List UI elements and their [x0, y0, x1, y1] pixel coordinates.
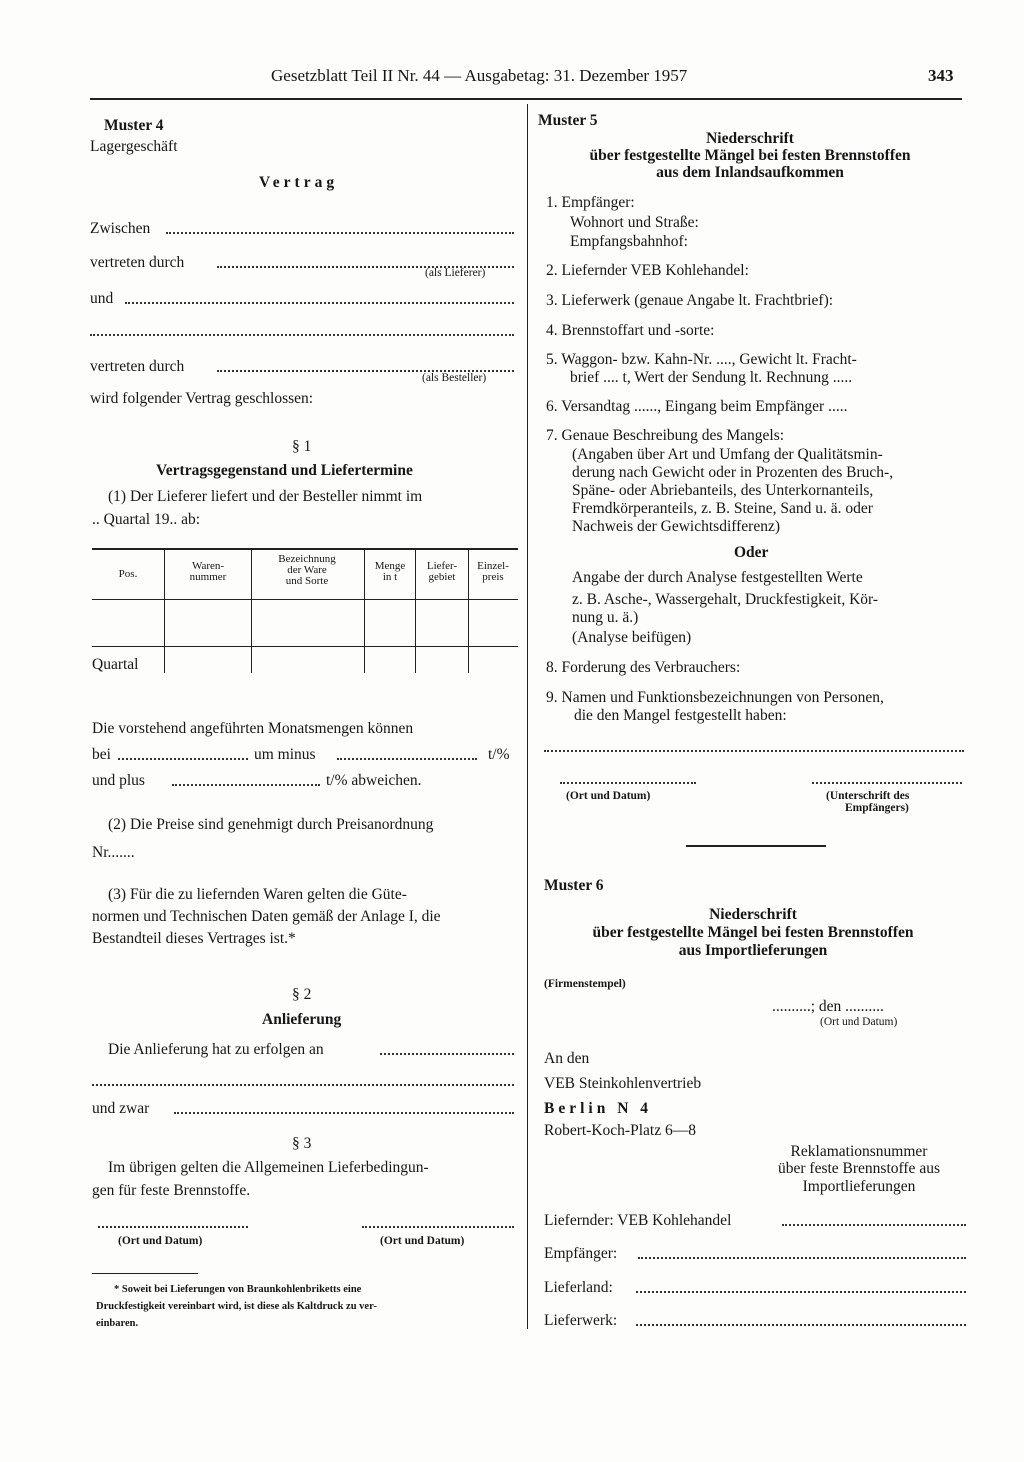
section3-line2: gen für feste Brennstoffe.: [92, 1182, 251, 1199]
footnote-rule: [92, 1273, 198, 1274]
field-liefernder: Liefernder: VEB Kohlehandel: [544, 1212, 732, 1229]
section2-line1: Die Anlieferung hat zu erfolgen an: [108, 1041, 324, 1058]
item-7a: (Angaben über Art und Umfang der Qualitätsmin-: [572, 446, 883, 463]
und-plus-label: und plus: [92, 772, 145, 789]
anlieferung-line[interactable]: [380, 1053, 514, 1055]
oder-label: Oder: [734, 544, 769, 561]
th-menge: Menge in t: [374, 560, 406, 583]
und-label: und: [90, 290, 114, 307]
item-1b: Empfangsbahnhof:: [570, 233, 688, 250]
table-header-rule: [92, 599, 518, 600]
field-empfaenger: Empfänger:: [544, 1245, 618, 1262]
muster5-title3: aus dem Inlandsaufkommen: [656, 164, 844, 181]
ort-datum-m6: (Ort und Datum): [820, 1016, 898, 1028]
item-7c: Späne- oder Abriebanteils, des Unterkornanteils,: [572, 482, 874, 499]
para3-line1: (3) Für die zu liefernden Waren gelten die Güte-: [108, 886, 407, 903]
muster5-title1: Niederschrift: [706, 130, 794, 147]
reklamation-line1: Reklamationsnummer: [790, 1143, 928, 1160]
field-lieferwerk: Lieferwerk:: [544, 1312, 618, 1329]
para1-line2: .. Quartal 19.. ab:: [92, 511, 201, 528]
item-9b: die den Mangel festgestellt haben:: [574, 707, 787, 724]
unterschrift-line1: (Unterschrift des: [826, 790, 910, 802]
item-6: 6. Versandtag ......, Eingang beim Empfänger .....: [546, 398, 848, 415]
als-lieferer: (als Lieferer): [425, 267, 486, 279]
table-row-quartal: Quartal: [92, 656, 139, 673]
firmenstempel: (Firmenstempel): [544, 978, 626, 990]
table-col-line: [251, 549, 252, 673]
item-7g: z. B. Asche-, Wassergehalt, Druckfestigkeit, Kör-: [572, 591, 879, 608]
item-7: 7. Genaue Beschreibung des Mangels:: [546, 427, 785, 444]
names-line[interactable]: [544, 750, 964, 752]
para2-line2: Nr.......: [92, 844, 135, 861]
para3-line2: normen und Technischen Daten gemäß der Anlage I, die: [92, 908, 441, 925]
vertreten-label-1: vertreten durch: [90, 254, 185, 271]
ort-datum-field[interactable]: ..........; den ..........: [772, 998, 884, 1015]
muster4-subtitle: Lagergeschäft: [90, 138, 178, 155]
und-line[interactable]: [125, 302, 514, 304]
th-bezeichnung: Bezeichnung der Ware und Sorte: [278, 553, 336, 587]
section2-title: Anlieferung: [262, 1011, 342, 1028]
muster6-title1: Niederschrift: [709, 906, 797, 923]
table-col-line: [415, 549, 416, 673]
unterschrift-line2: Empfängers): [845, 802, 909, 814]
signature-line-right[interactable]: [362, 1226, 514, 1228]
unterschrift-line[interactable]: [812, 782, 962, 784]
para1-number: § 1: [292, 438, 312, 455]
t-pct-2: t/% abweichen.: [326, 772, 422, 789]
item-1: 1. Empfänger:: [546, 194, 635, 211]
anlieferung-line-2[interactable]: [92, 1084, 514, 1086]
zwischen-label: Zwischen: [90, 220, 151, 237]
an-den: An den: [544, 1050, 590, 1067]
ort-datum-right: (Ort und Datum): [380, 1235, 465, 1247]
address-veb: VEB Steinkohlenvertrieb: [544, 1075, 702, 1092]
footnote-line1: * Soweit bei Lieferungen von Braunkohlenbriketts eine: [114, 1284, 362, 1295]
section2-number: § 2: [292, 986, 312, 1003]
ort-datum-left: (Ort und Datum): [118, 1235, 203, 1247]
lieferland-line[interactable]: [636, 1291, 966, 1293]
muster6-title3: aus Importlieferungen: [678, 942, 828, 959]
th-pos: Pos.: [118, 568, 138, 580]
bei-label: bei: [92, 746, 111, 763]
monatsmengen-text: Die vorstehend angeführten Monatsmengen können: [92, 720, 414, 737]
para1-title: Vertragsgegenstand und Liefertermine: [156, 462, 413, 479]
footnote-line3: einbaren.: [96, 1318, 139, 1329]
ort-datum-m5: (Ort und Datum): [566, 790, 651, 802]
muster5-title2: über festgestellte Mängel bei festen Brennstoffen: [589, 147, 911, 164]
section3-line1: Im übrigen gelten die Allgemeinen Lieferbedingun-: [108, 1159, 429, 1176]
item-5a: 5. Waggon- bzw. Kahn-Nr. ...., Gewicht lt. Fracht-: [546, 351, 857, 368]
ort-datum-line[interactable]: [560, 782, 696, 784]
item-7e: Nachweis der Gewichtsdifferenz): [572, 518, 781, 535]
und-zwar-line[interactable]: [174, 1112, 514, 1114]
th-einzelpreis: Einzel- preis: [477, 560, 509, 583]
muster6-label: Muster 6: [544, 877, 604, 894]
item-5b: brief .... t, Wert der Sendung lt. Rechnung .....: [570, 369, 853, 386]
section3-number: § 3: [292, 1135, 312, 1152]
um-minus-label: um minus: [254, 746, 316, 763]
header-title: Gesetzblatt Teil II Nr. 44 — Ausgabetag: 31. Dezember 1957: [271, 66, 688, 85]
address-street: Robert-Koch-Platz 6—8: [544, 1122, 696, 1139]
item-2: 2. Liefernder VEB Kohlehandel:: [546, 262, 749, 279]
table-col-line: [364, 549, 365, 673]
zwischen-line[interactable]: [166, 232, 514, 234]
table-col-line: [164, 549, 165, 673]
bei-line[interactable]: [118, 758, 248, 760]
t-pct-1: t/%: [488, 746, 510, 763]
item-3: 3. Lieferwerk (genaue Angabe lt. Frachtbrief):: [546, 292, 834, 309]
item-7h: nung u. ä.): [572, 609, 639, 626]
table-top-rule: [92, 548, 518, 550]
item-8: 8. Forderung des Verbrauchers:: [546, 659, 741, 676]
item-7f: Angabe der durch Analyse festgestellten Werte: [572, 569, 863, 586]
und-line-2[interactable]: [90, 334, 514, 336]
empfaenger-line[interactable]: [638, 1257, 966, 1259]
liefernder-line[interactable]: [782, 1224, 966, 1226]
th-liefergebiet: Liefer- gebiet: [426, 560, 458, 583]
page-number: 343: [928, 66, 954, 85]
address-city: Berlin N 4: [544, 1100, 653, 1117]
muster6-title2: über festgestellte Mängel bei festen Brennstoffen: [592, 924, 914, 941]
item-7b: derung nach Gewicht oder in Prozenten des Bruch-,: [572, 464, 894, 481]
column-divider: [527, 104, 528, 1329]
lieferwerk-line[interactable]: [636, 1324, 966, 1326]
item-1a: Wohnort und Straße:: [570, 214, 699, 231]
para2-line1: (2) Die Preise sind genehmigt durch Preisanordnung: [108, 816, 434, 833]
muster5-label: Muster 5: [538, 112, 598, 129]
item-9a: 9. Namen und Funktionsbezeichnungen von Personen,: [546, 689, 884, 706]
und-zwar-label: und zwar: [92, 1100, 150, 1117]
signature-line-left[interactable]: [98, 1226, 248, 1228]
reklamation-line2: über feste Brennstoffe aus: [778, 1160, 940, 1177]
item-7d: Fremdkörperanteils, z. B. Steine, Sand u. ä. oder: [572, 500, 873, 517]
item-4: 4. Brennstoffart und -sorte:: [546, 322, 715, 339]
table-body-rule: [92, 646, 518, 647]
item-7i: (Analyse beifügen): [572, 629, 692, 646]
para1-line1: (1) Der Lieferer liefert und der Besteller nimmt im: [108, 488, 423, 505]
vertrag-heading: Vertrag: [259, 174, 339, 191]
reklamation-line3: Importlieferungen: [802, 1178, 916, 1195]
plus-line[interactable]: [172, 784, 320, 786]
geschlossen-text: wird folgender Vertrag geschlossen:: [90, 390, 314, 407]
header-rule: [90, 98, 962, 100]
minus-line[interactable]: [337, 758, 477, 760]
th-warennummer: Waren- nummer: [189, 560, 227, 583]
footnote-line2: Druckfestigkeit vereinbart wird, ist diese als Kaltdruck zu ver-: [96, 1301, 377, 1312]
para3-line3: Bestandteil dieses Vertrages ist.*: [92, 930, 296, 947]
als-besteller: (als Besteller): [422, 372, 487, 384]
vertreten-label-2: vertreten durch: [90, 358, 185, 375]
section-separator: [686, 845, 826, 847]
muster4-label: Muster 4: [104, 117, 164, 134]
field-lieferland: Lieferland:: [544, 1279, 613, 1296]
